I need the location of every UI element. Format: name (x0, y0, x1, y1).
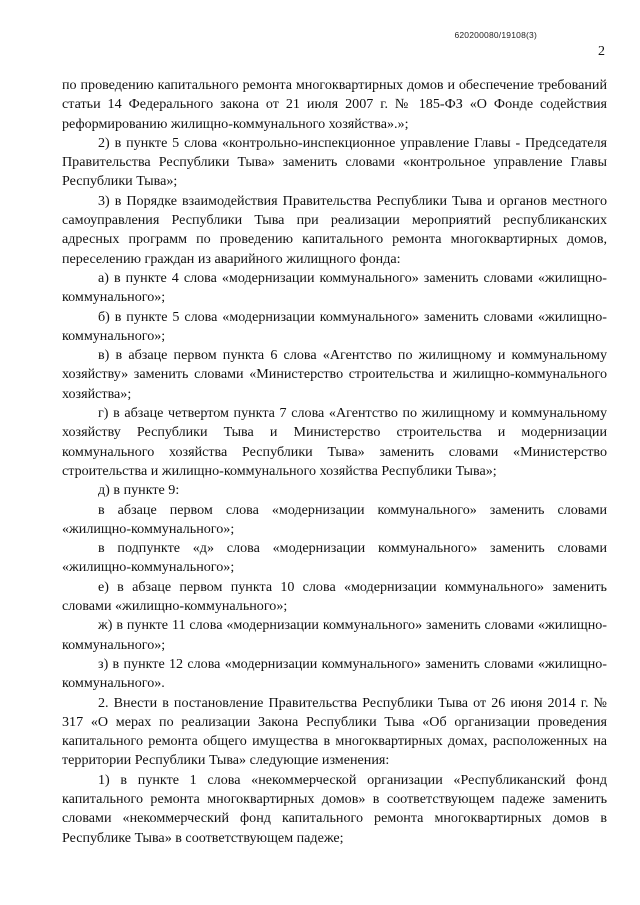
paragraph: в абзаце первом слова «модернизации коммунального» заменить словами «жилищно-коммунального»; (62, 501, 607, 537)
paragraph: ж) в пункте 11 слова «модернизации коммунального» заменить словами «жилищно-коммунального»; (62, 617, 607, 653)
page-number: 2 (598, 44, 605, 59)
paragraph: 3) в Порядке взаимодействия Правительства Республики Тыва и органов местного самоуправления Республики Тыва при реализации мероприятий республиканских адресных программ по проведению капитального ремонта многоквартирных домов, переселению граждан из аварийного жилищного фонда: (62, 192, 607, 267)
paragraph: в) в абзаце первом пункта 6 слова «Агентство по жилищному и коммунальному хозяйству» заменить словами «Министерство строительства и жилищно-коммунального хозяйства»; (62, 347, 607, 402)
paragraph: е) в абзаце первом пункта 10 слова «модернизации коммунального» заменить словами «жилищно-коммунального»; (62, 578, 607, 615)
document-code: 620200080/19108(3) (454, 30, 537, 40)
paragraph: 1) в пункте 1 слова «некоммерческой организации «Республиканский фонд капитального ремонта многоквартирных домов» в соответствующем падеже заменить словами «некоммерческий фонд капитального ремонта многоквартирных домов в Республике Тыва» в соответствующем падеже; (62, 771, 607, 846)
paragraph: по проведению капитального ремонта многоквартирных домов и обеспечение требований статьи 14 Федерального закона от 21 июля 2007 г. № 185-ФЗ «О Фонде содействия реформированию жилищно-коммунального хозяйства».»; (62, 77, 607, 132)
paragraph: в подпункте «д» слова «модернизации коммунального» заменить словами «жилищно-коммунального»; (62, 540, 607, 576)
paragraph: 2. Внести в постановление Правительства Республики Тыва от 26 июня 2014 г. № 317 «О мерах по реализации Закона Республики Тыва «Об организации проведения капитального ремонта общего имущества в многоквартирных домах, расположенных на территории Республики Тыва» следующие изменения: (62, 694, 607, 769)
paragraph: 2) в пункте 5 слова «контрольно-инспекционное управление Главы - Председателя Правительства Республики Тыва» заменить словами «контрольное управление Главы Республики Тыва»; (62, 134, 607, 190)
document-body (62, 76, 607, 848)
paragraph: г) в абзаце четвертом пункта 7 слова «Агентство по жилищному и коммунальному хозяйству Республики Тыва и Министерство строительства и модернизации коммунального хозяйства Республики Тыва» заменить словами «Министерство строительства и жилищно-коммунального хозяйства Республики Тыва»; (62, 405, 607, 479)
paragraph: з) в пункте 12 слова «модернизации коммунального» заменить словами «жилищно-коммунального». (62, 655, 607, 692)
paragraph: б) в пункте 5 слова «модернизации коммунального» заменить словами «жилищно-коммунального»; (62, 308, 607, 344)
paragraph: д) в пункте 9: (98, 482, 180, 499)
paragraph: а) в пункте 4 слова «модернизации коммунального» заменить словами «жилищно-коммунального»; (62, 269, 607, 306)
